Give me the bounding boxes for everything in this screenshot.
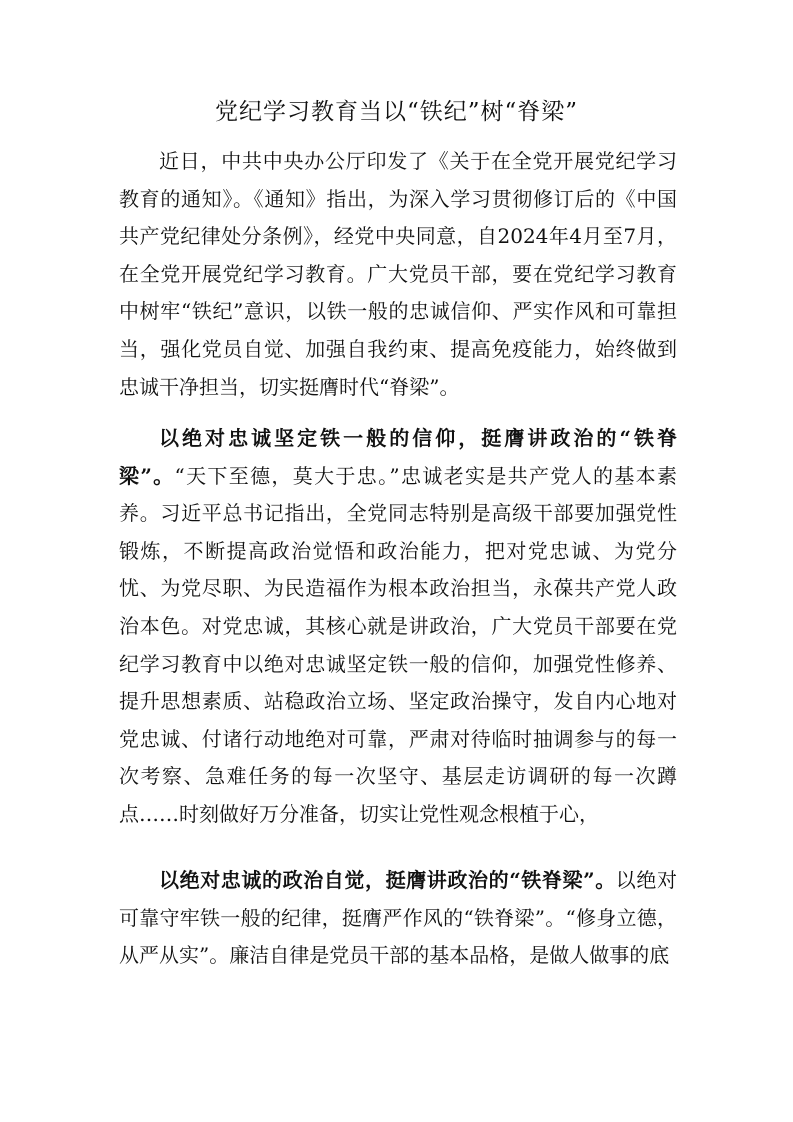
paragraph-discipline-heading: 以绝对忠诚的政治自觉，挺膺讲政治的“铁脊梁”。 — [159, 868, 616, 892]
paragraph-loyalty-heading: 以绝对忠诚坚定铁一般的信仰，挺膺讲政治的“铁脊梁”。 — [119, 426, 677, 488]
paragraph-intro — [119, 143, 677, 406]
paragraph-loyalty — [119, 420, 677, 834]
paragraph-intro-body: 近日，中共中央办公厅印发了《关于在全党开展党纪学习教育的通知》。《通知》指出，为深入学习贯彻修订后的《中国共产党纪律处分条例》，经党中央同意，自2024年4月至7月，在全党开展党纪学习教育。广大党员干部，要在党纪学习教育中树牢“铁纪”意识，以铁一般的忠诚信仰、严实作风和可靠担当，强化党员自觉、加强自我约束、提高免疫能力，始终做到忠诚干净担当，切实挺膺时代“脊梁”。 — [119, 149, 677, 399]
paragraph-discipline-body: 以绝对可靠守牢铁一般的纪律，挺膺严作风的“铁脊梁”。“修身立德，从严从实”。廉洁自律是党员干部的基本品格，是做人做事的底 — [119, 868, 677, 968]
paragraph-discipline — [119, 862, 677, 975]
paragraph-loyalty-body: “天下至德，莫大于忠。”忠诚老实是共产党人的基本素养。习近平总书记指出，全党同志特别是高级干部要加强党性锻炼，不断提高政治觉悟和政治能力，把对党忠诚、为党分忧、为党尽职、为民造福作为根本政治担当，永葆共产党人政治本色。对党忠诚，其核心就是讲政治，广大党员干部要在党纪学习教育中以绝对忠诚坚定铁一般的信仰，加强党性修养、提升思想素质、站稳政治立场、坚定政治操守，发自内心地对党忠诚、付诸行动地绝对可靠，严肃对待临时抽调参与的每一次考察、急难任务的每一次坚守、基层走访调研的每一次蹲点……时刻做好万分准备，切实让党性观念根植于心， — [119, 463, 677, 826]
document-title: 党纪学习教育当以“铁纪”树“脊梁” — [214, 99, 579, 125]
